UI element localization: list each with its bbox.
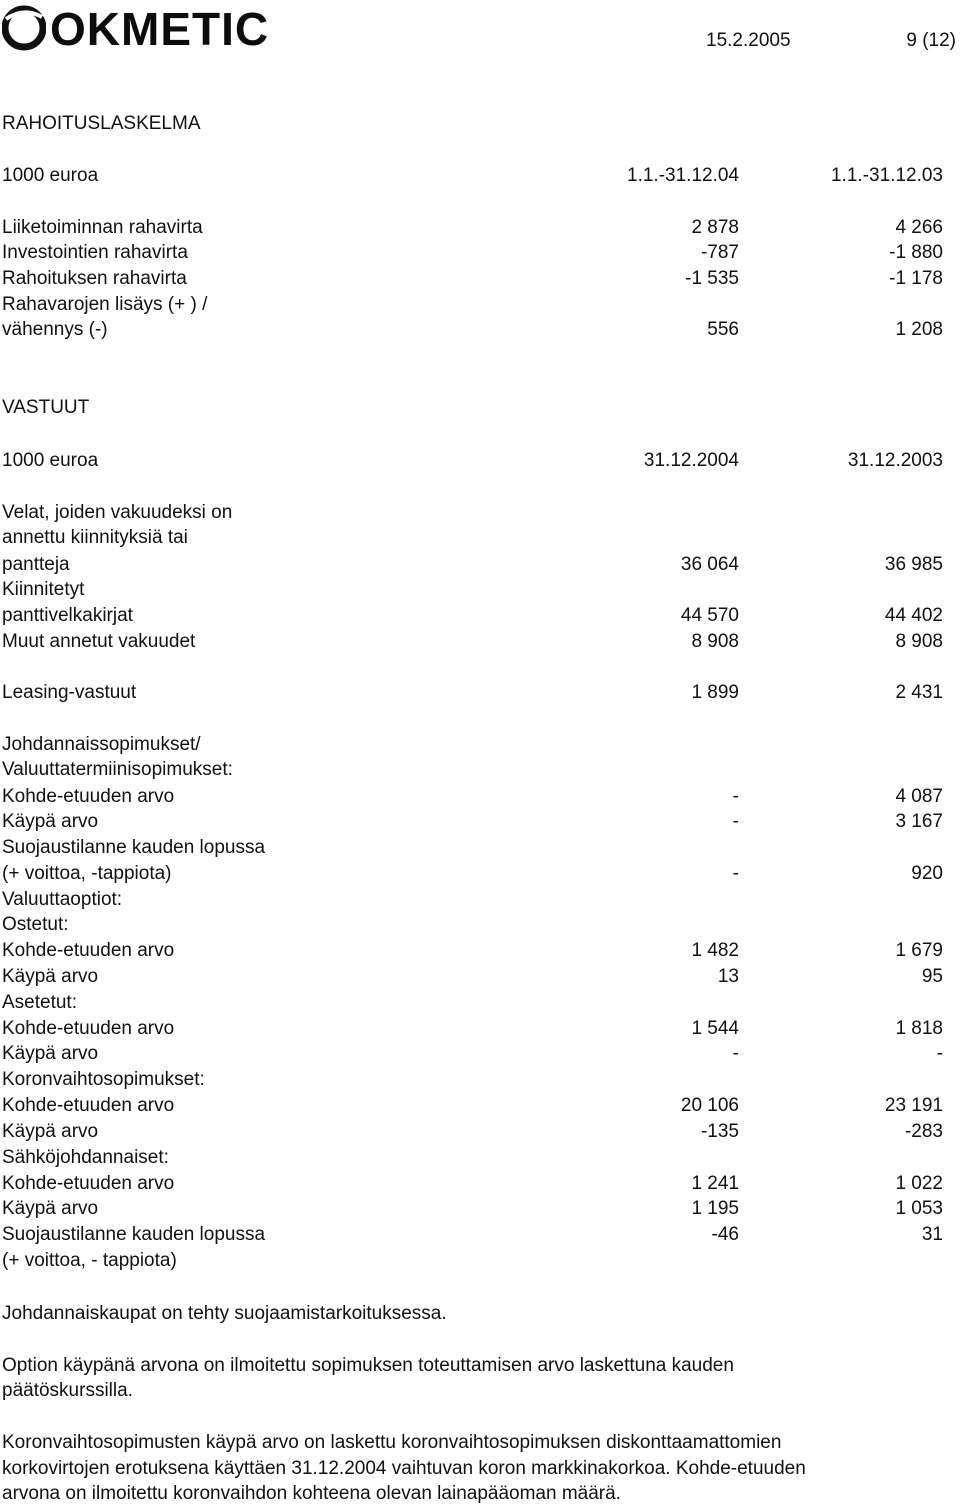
table-row	[0, 913, 960, 937]
table-row	[0, 630, 960, 654]
row-label: vähennys (-)	[2, 319, 108, 340]
row-label: Kohde-etuuden arvo	[2, 1095, 175, 1116]
row-label: panttivelkakirjat	[2, 605, 133, 626]
row-value-col2: -	[936, 1043, 943, 1064]
liabilities-unit: 1000 euroa	[2, 450, 99, 471]
row-value-col1: 44 570	[680, 605, 739, 626]
logo-swoosh-icon	[2, 5, 46, 51]
note-option-value-line1: Option käypänä arvona on ilmoitettu sopimuksen toteuttamisen arvo laskettuna kauden	[2, 1355, 734, 1376]
liabilities-title: VASTUUT	[2, 397, 90, 418]
note-swap-value-line1: Koronvaihtosopimusten käypä arvo on laskettu koronvaihtosopimuksen diskonttaamattomien	[2, 1432, 782, 1453]
table-row	[0, 578, 960, 602]
row-label: annettu kiinnityksiä tai	[2, 527, 188, 548]
row-value-col1: -46	[711, 1224, 739, 1245]
row-label: Kohde-etuuden arvo	[2, 940, 175, 961]
row-value-col2: -283	[904, 1121, 943, 1142]
row-label: Leasing-vastuut	[2, 682, 137, 703]
table-row	[0, 1120, 960, 1144]
document-date: 15.2.2005	[706, 30, 791, 51]
row-value-col2: 3 167	[895, 811, 943, 832]
logo-text: OKMETIC	[50, 3, 270, 55]
row-value-col2: 920	[911, 863, 943, 884]
table-row	[0, 862, 960, 886]
row-value-col2: 1 053	[895, 1198, 943, 1219]
note-option-value-line2: päätöskurssilla.	[2, 1380, 133, 1401]
row-value-col2: 1 208	[895, 319, 943, 340]
table-row	[0, 1042, 960, 1066]
note-derivatives-purpose: Johdannaiskaupat on tehty suojaamistarkoituksessa.	[2, 1303, 447, 1324]
cashflow-title: RAHOITUSLASKELMA	[2, 113, 201, 134]
row-label: Velat, joiden vakuudeksi on	[2, 502, 233, 523]
row-value-col1: 2 878	[691, 217, 739, 238]
table-row	[0, 733, 960, 757]
row-value-col2: 23 191	[884, 1095, 943, 1116]
table-row	[0, 216, 960, 240]
row-label: Kohde-etuuden arvo	[2, 1173, 175, 1194]
row-value-col1: -	[732, 811, 739, 832]
row-value-col1: 1 544	[691, 1018, 739, 1039]
row-value-col1: 556	[707, 319, 739, 340]
note-swap-value-line2: korkovirtojen erotuksena käyttäen 31.12.2004 vaihtuvan koron markkinakorkoa. Kohde-etuuden	[2, 1458, 806, 1479]
table-row	[0, 965, 960, 989]
row-value-col1: -	[732, 1043, 739, 1064]
row-label: Kohde-etuuden arvo	[2, 786, 175, 807]
table-row	[0, 604, 960, 628]
table-row	[0, 810, 960, 834]
row-value-col2: 95	[921, 966, 943, 987]
row-label: (+ voittoa, -tappiota)	[2, 863, 172, 884]
row-value-col2: 4 266	[895, 217, 943, 238]
row-label: pantteja	[2, 554, 70, 575]
row-value-col2: 36 985	[884, 554, 943, 575]
row-value-col1: 13	[717, 966, 739, 987]
row-label: Kohde-etuuden arvo	[2, 1018, 175, 1039]
row-value-col1: -	[732, 786, 739, 807]
row-label: Koronvaihtosopimukset:	[2, 1069, 205, 1090]
page-number: 9 (12)	[906, 30, 956, 51]
table-row	[0, 553, 960, 577]
row-label: Käypä arvo	[2, 1043, 99, 1064]
row-value-col2: 1 818	[895, 1018, 943, 1039]
row-value-col1: -135	[700, 1121, 739, 1142]
row-label: Suojaustilanne kauden lopussa	[2, 1224, 266, 1245]
company-logo	[2, 2, 272, 54]
table-row	[0, 1223, 960, 1247]
row-value-col2: 31	[921, 1224, 943, 1245]
row-label: Muut annetut vakuudet	[2, 631, 196, 652]
table-row	[0, 681, 960, 705]
row-label: Valuuttaoptiot:	[2, 889, 123, 910]
row-label: Rahavarojen lisäys (+ ) /	[2, 294, 208, 315]
cashflow-unit: 1000 euroa	[2, 165, 99, 186]
table-row	[0, 939, 960, 963]
table-row	[0, 1017, 960, 1041]
note-swap-value-line3: arvona on ilmoitettu koronvaihdon kohteena olevan lainapääoman määrä.	[2, 1483, 621, 1504]
row-value-col2: -1 178	[889, 268, 943, 289]
table-row	[0, 785, 960, 809]
table-row	[0, 267, 960, 291]
row-label: Suojaustilanne kauden lopussa	[2, 837, 266, 858]
liabilities-header-row	[0, 449, 960, 473]
row-value-col1: 36 064	[680, 554, 739, 575]
cashflow-col1-header: 1.1.-31.12.04	[627, 165, 739, 186]
table-row	[0, 241, 960, 265]
row-value-col2: 1 679	[895, 940, 943, 961]
row-label: Sähköjohdannaiset:	[2, 1147, 169, 1168]
table-row	[0, 1249, 960, 1273]
row-label: Käypä arvo	[2, 1121, 99, 1142]
row-label: Käypä arvo	[2, 1198, 99, 1219]
table-row	[0, 888, 960, 912]
row-label: Asetetut:	[2, 992, 77, 1013]
row-value-col1: 1 482	[691, 940, 739, 961]
row-label: Kiinnitetyt	[2, 579, 85, 600]
table-row	[0, 526, 960, 550]
table-row	[0, 1197, 960, 1221]
table-row	[0, 991, 960, 1015]
row-value-col2: -1 880	[889, 242, 943, 263]
row-label: Rahoituksen rahavirta	[2, 268, 187, 289]
row-value-col2: 4 087	[895, 786, 943, 807]
row-value-col1: 1 899	[691, 682, 739, 703]
row-value-col1: 20 106	[680, 1095, 739, 1116]
row-label: (+ voittoa, - tappiota)	[2, 1250, 177, 1271]
cashflow-col2-header: 1.1.-31.12.03	[831, 165, 943, 186]
row-value-col2: 2 431	[895, 682, 943, 703]
table-row	[0, 1172, 960, 1196]
row-label: Liiketoiminnan rahavirta	[2, 217, 203, 238]
row-value-col2: 44 402	[884, 605, 943, 626]
row-value-col2: 1 022	[895, 1173, 943, 1194]
row-value-col1: -1 535	[685, 268, 739, 289]
row-value-col1: 1 241	[691, 1173, 739, 1194]
row-label: Valuuttatermiinisopimukset:	[2, 759, 233, 780]
liabilities-col2-header: 31.12.2003	[847, 450, 943, 471]
row-value-col1: -	[732, 863, 739, 884]
table-row	[0, 836, 960, 860]
row-value-col1: -787	[700, 242, 739, 263]
table-row	[0, 318, 960, 342]
table-row	[0, 1068, 960, 1092]
row-label: Ostetut:	[2, 914, 69, 935]
row-label: Johdannaissopimukset/	[2, 734, 201, 755]
row-value-col1: 1 195	[691, 1198, 739, 1219]
table-row	[0, 758, 960, 782]
table-row	[0, 293, 960, 317]
row-value-col1: 8 908	[691, 631, 739, 652]
table-row	[0, 1094, 960, 1118]
liabilities-col1-header: 31.12.2004	[643, 450, 739, 471]
row-value-col2: 8 908	[895, 631, 943, 652]
row-label: Investointien rahavirta	[2, 242, 188, 263]
row-label: Käypä arvo	[2, 811, 99, 832]
row-label: Käypä arvo	[2, 966, 99, 987]
table-row	[0, 1146, 960, 1170]
cashflow-header-row	[0, 164, 960, 188]
table-row	[0, 501, 960, 525]
